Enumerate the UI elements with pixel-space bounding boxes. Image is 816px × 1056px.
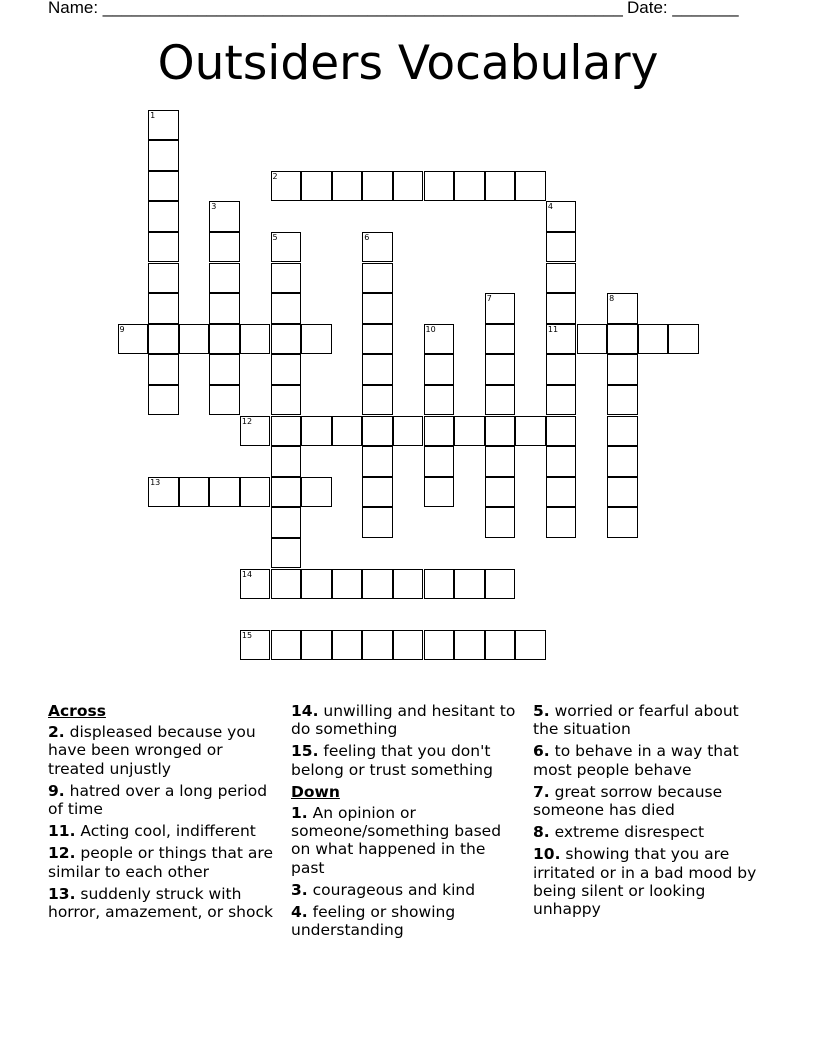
cell-number: 15: [241, 630, 253, 640]
grid-cell[interactable]: [271, 263, 302, 294]
grid-cell[interactable]: [148, 263, 179, 294]
grid-cell[interactable]: [148, 232, 179, 263]
cell-number: 10: [425, 324, 436, 334]
grid-cell[interactable]: [485, 416, 516, 447]
grid-cell[interactable]: [607, 446, 638, 477]
grid-cell[interactable]: [271, 446, 302, 477]
grid-cell[interactable]: [362, 324, 393, 355]
grid-cell[interactable]: [638, 324, 669, 355]
grid-cell[interactable]: [148, 110, 179, 141]
cell-number: 4: [547, 202, 553, 212]
grid-cell[interactable]: [607, 477, 638, 508]
clues-column-1: [48, 702, 276, 925]
grid-cell[interactable]: [546, 263, 577, 294]
grid-cell[interactable]: [362, 446, 393, 477]
grid-cell[interactable]: [485, 324, 516, 355]
grid-cell[interactable]: [148, 385, 179, 416]
cell-number: 9: [119, 324, 125, 334]
grid-cell[interactable]: [607, 507, 638, 538]
clue-across-15: 15. feeling that you don't belong or trust something: [291, 742, 493, 779]
grid-cell[interactable]: [271, 507, 302, 538]
grid-cell[interactable]: [209, 263, 240, 294]
grid-cell[interactable]: [546, 385, 577, 416]
cell-number: 14: [241, 569, 253, 579]
grid-cell[interactable]: [454, 416, 485, 447]
cell-number: 11: [547, 324, 559, 334]
grid-cell[interactable]: [118, 324, 149, 355]
grid-cell[interactable]: [271, 569, 302, 600]
grid-cell[interactable]: [209, 354, 240, 385]
grid-cell[interactable]: [209, 385, 240, 416]
grid-cell[interactable]: [240, 416, 271, 447]
grid-cell[interactable]: [179, 477, 210, 508]
clue-down-3: 3. courageous and kind: [291, 880, 476, 899]
grid-cell[interactable]: [301, 630, 332, 661]
grid-cell[interactable]: [362, 477, 393, 508]
grid-cell[interactable]: [424, 354, 455, 385]
grid-cell[interactable]: [454, 630, 485, 661]
grid-cell[interactable]: [209, 293, 240, 324]
grid-cell[interactable]: [485, 171, 516, 202]
grid-cell[interactable]: [148, 354, 179, 385]
grid-cell[interactable]: [179, 324, 210, 355]
cell-number: 7: [486, 294, 492, 304]
grid-cell[interactable]: [546, 507, 577, 538]
cell-number: 5: [272, 232, 278, 242]
grid-cell[interactable]: [485, 354, 516, 385]
across-heading: Across: [48, 702, 106, 720]
grid-cell[interactable]: [546, 324, 577, 355]
clue-down-4: 4. feeling or showing understanding: [291, 903, 456, 940]
grid-cell[interactable]: [362, 416, 393, 447]
grid-cell[interactable]: [271, 293, 302, 324]
clue-down-7: 7. great sorrow because someone has died: [533, 782, 723, 820]
grid-cell[interactable]: [485, 446, 516, 477]
grid-cell[interactable]: [515, 171, 546, 202]
grid-cell[interactable]: [209, 324, 240, 355]
grid-cell[interactable]: [301, 569, 332, 600]
grid-cell[interactable]: [148, 477, 179, 508]
grid-cell[interactable]: [271, 538, 302, 569]
cell-number: 3: [211, 202, 217, 212]
grid-cell[interactable]: [546, 293, 577, 324]
grid-cell[interactable]: [271, 630, 302, 661]
name-field-label: Name: _______________________________________________________: [48, 0, 623, 17]
grid-cell[interactable]: [485, 293, 516, 324]
grid-cell[interactable]: [424, 569, 455, 600]
grid-cell[interactable]: [546, 446, 577, 477]
grid-cell[interactable]: [485, 569, 516, 600]
grid-cell[interactable]: [393, 630, 424, 661]
page-title: Outsiders Vocabulary: [157, 36, 659, 91]
grid-cell[interactable]: [271, 171, 302, 202]
grid-cell[interactable]: [209, 201, 240, 232]
grid-cell[interactable]: [607, 354, 638, 385]
clue-across-12: 12. people or things that are similar to each other: [48, 844, 273, 881]
grid-cell[interactable]: [148, 324, 179, 355]
cell-number: 13: [150, 477, 161, 487]
grid-cell[interactable]: [485, 630, 516, 661]
grid-cell[interactable]: [393, 171, 424, 202]
grid-cell[interactable]: [362, 507, 393, 538]
clue-across-13: 13. suddenly struck with horror, amazement, or shock: [48, 884, 273, 922]
clue-across-11: 11. Acting cool, indifferent: [48, 822, 256, 841]
grid-cell[interactable]: [515, 416, 546, 447]
grid-cell[interactable]: [546, 354, 577, 385]
grid-cell[interactable]: [148, 171, 179, 202]
grid-cell[interactable]: [362, 630, 393, 661]
grid-cell[interactable]: [607, 385, 638, 416]
grid-cell[interactable]: [393, 569, 424, 600]
grid-cell[interactable]: [546, 416, 577, 447]
grid-cell[interactable]: [301, 416, 332, 447]
grid-cell[interactable]: [362, 354, 393, 385]
grid-cell[interactable]: [424, 171, 455, 202]
grid-cell[interactable]: [546, 477, 577, 508]
grid-cell[interactable]: [424, 416, 455, 447]
grid-cell[interactable]: [424, 630, 455, 661]
grid-cell[interactable]: [301, 171, 332, 202]
clue-across-9: 9. hatred over a long period of time: [48, 781, 268, 819]
clue-across-14: 14. unwilling and hesitant to do something: [291, 702, 516, 739]
grid-cell[interactable]: [668, 324, 699, 355]
cell-number: 1: [150, 110, 156, 120]
grid-cell[interactable]: [209, 477, 240, 508]
clue-down-5: 5. worried or fearful about the situation: [533, 702, 739, 739]
grid-cell[interactable]: [209, 232, 240, 263]
date-field-label: Date: _______: [627, 0, 739, 17]
grid-cell[interactable]: [485, 477, 516, 508]
grid-cell[interactable]: [362, 263, 393, 294]
grid-cell[interactable]: [424, 324, 455, 355]
cell-number: 2: [272, 171, 278, 181]
grid-cell[interactable]: [271, 324, 302, 355]
grid-cell[interactable]: [240, 324, 271, 355]
grid-cell[interactable]: [577, 324, 608, 355]
grid-cell[interactable]: [332, 416, 363, 447]
grid-cell[interactable]: [424, 385, 455, 416]
grid-cell[interactable]: [454, 171, 485, 202]
grid-cell[interactable]: [271, 354, 302, 385]
down-heading: Down: [291, 782, 340, 801]
grid-cell[interactable]: [271, 385, 302, 416]
grid-cell[interactable]: [301, 324, 332, 355]
grid-cell[interactable]: [362, 293, 393, 324]
grid-cell[interactable]: [515, 630, 546, 661]
grid-cell[interactable]: [332, 171, 363, 202]
grid-cell[interactable]: [271, 232, 302, 263]
clue-down-1: 1. An opinion or someone/something based on what happened in the past: [291, 804, 502, 877]
grid-cell[interactable]: [240, 630, 271, 661]
grid-cell[interactable]: [546, 232, 577, 263]
grid-cell[interactable]: [332, 569, 363, 600]
grid-cell[interactable]: [332, 630, 363, 661]
grid-cell[interactable]: [271, 477, 302, 508]
grid-cell[interactable]: [546, 201, 577, 232]
grid-cell[interactable]: [454, 569, 485, 600]
clue-across-2: 2. displeased because you have been wronged or treated unjustly: [48, 723, 256, 778]
grid-cell[interactable]: [424, 477, 455, 508]
clues-column-3: [533, 702, 761, 922]
grid-cell[interactable]: [362, 385, 393, 416]
clue-down-10: 10. showing that you are irritated or in a bad mood by being silent or looking unhappy: [533, 845, 757, 919]
grid-cell[interactable]: [362, 171, 393, 202]
cell-number: 8: [609, 294, 615, 304]
grid-cell[interactable]: [148, 140, 179, 171]
grid-cell[interactable]: [362, 232, 393, 263]
grid-cell[interactable]: [301, 477, 332, 508]
cell-number: 12: [241, 416, 253, 426]
grid-cell[interactable]: [607, 416, 638, 447]
grid-cell[interactable]: [607, 293, 638, 324]
grid-cell[interactable]: [485, 385, 516, 416]
grid-cell[interactable]: [240, 569, 271, 600]
clues-column-2: [291, 702, 523, 943]
cell-number: 6: [364, 232, 370, 242]
grid-cell[interactable]: [240, 477, 271, 508]
clue-down-6: 6. to behave in a way that most people behave: [533, 742, 739, 779]
grid-cell[interactable]: [607, 324, 638, 355]
grid-cell[interactable]: [148, 201, 179, 232]
grid-cell[interactable]: [362, 569, 393, 600]
grid-cell[interactable]: [393, 416, 424, 447]
clue-down-8: 8. extreme disrespect: [533, 823, 705, 842]
grid-cell[interactable]: [424, 446, 455, 477]
grid-cell[interactable]: [148, 293, 179, 324]
grid-cell[interactable]: [271, 416, 302, 447]
grid-cell[interactable]: [485, 507, 516, 538]
